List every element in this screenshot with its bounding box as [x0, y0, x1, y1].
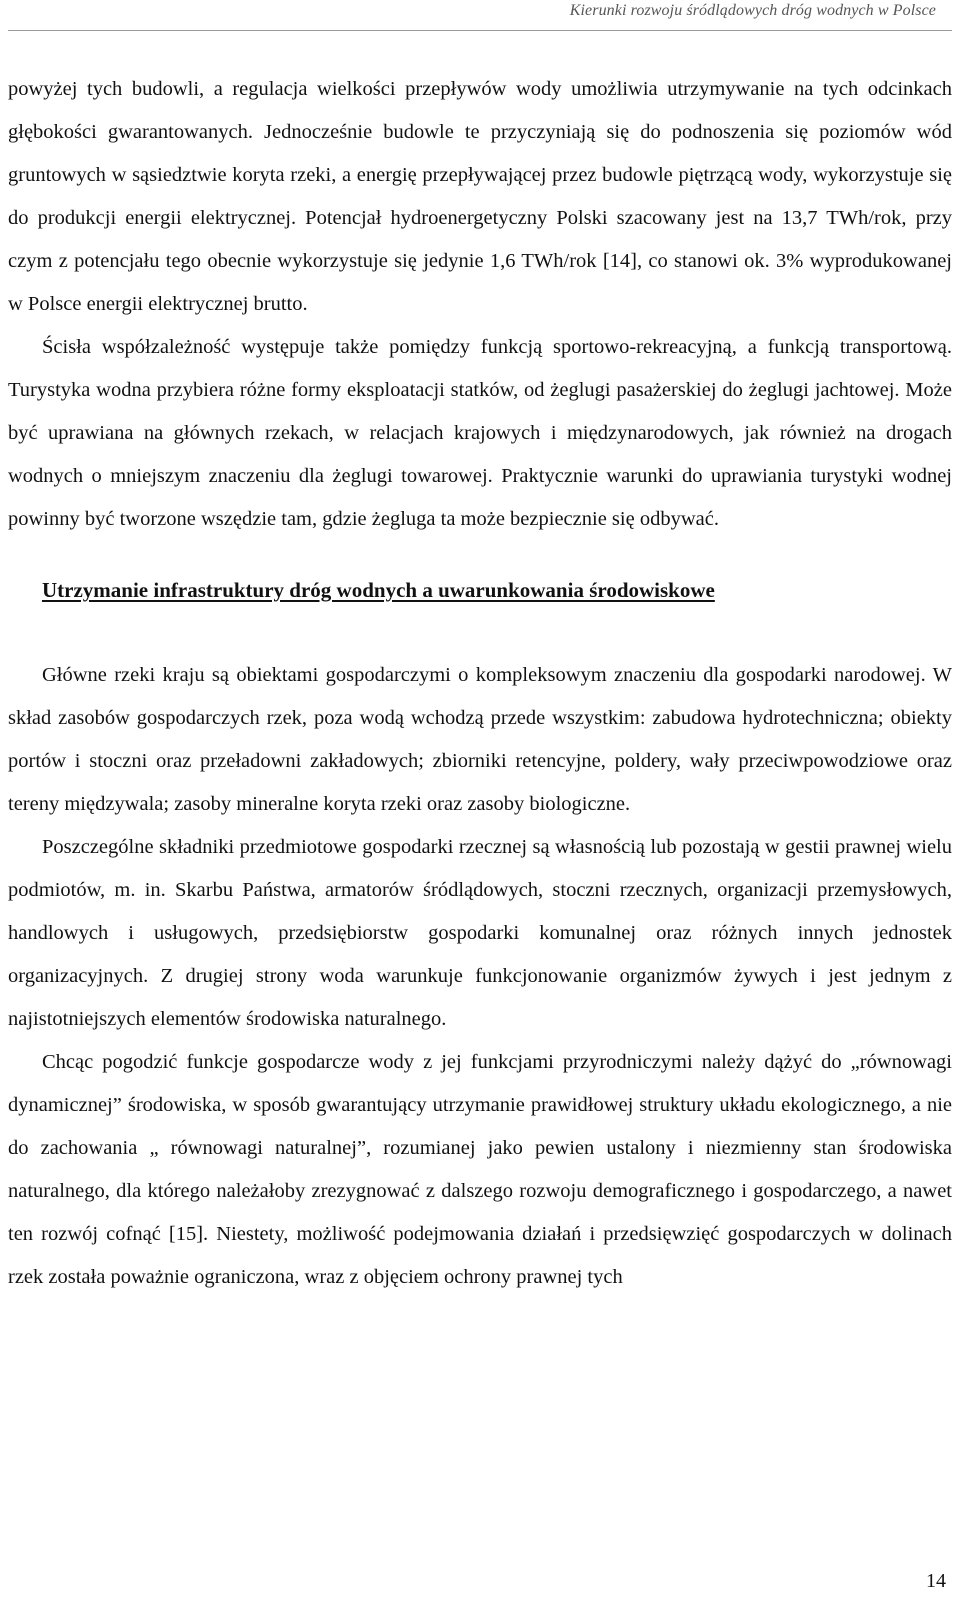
- paragraph-components: Poszczególne składniki przedmiotowe gospodarki rzecznej są własnością lub pozostają w gestii prawnej wielu podmiotów, m. in. Skarbu Państwa, armatorów śródlądowych, stoczni rzecznych, organizacji przemysłowych, handlowych i usługowych, przedsiębiorstw gospodarki komunalnej oraz różnych innych jednostek organizacyjnych. Z drugiej strony woda warunkuje funkcjonowanie organizmów żywych i jest jednym z najistotniejszych elementów środowiska naturalnego.: [8, 836, 952, 1030]
- page-number: 14: [926, 1570, 946, 1592]
- header-divider: [8, 30, 952, 31]
- paragraph-continuation: powyżej tych budowli, a regulacja wielkości przepływów wody umożliwia utrzymywanie na tych odcinkach głębokości gwarantowanych. Jednocześnie budowle te przyczyniają się do podnoszenia się poziomów wód gruntowych w sąsiedztwie koryta rzeki, a energię przepływającej przez budowle piętrzącą wody, wykorzystuje się do produkcji energii elektrycznej. Potencjał hydroenergetyczny Polski szacowany jest na 13,7 TWh/rok, przy czym z potencjału tego obecnie wykorzystuje się jedynie 1,6 TWh/rok [14], co stanowi ok. 3% wyprodukowanej w Polsce energii elektrycznej brutto.: [8, 78, 952, 315]
- paragraph-balance: Chcąc pogodzić funkcje gospodarcze wody z jej funkcjami przyrodniczymi należy dążyć do „równowagi dynamicznej” środowiska, w sposób gwarantujący utrzymanie prawidłowej struktury układu ekologicznego, a nie do zachowania „ równowagi naturalnej”, rozumianej jako pewien ustalony i niezmienny stan środowiska naturalnego, dla którego należałoby zrezygnować z dalszego rozwoju demograficznego i gospodarczego, a nawet ten rozwój cofnąć [15]. Niestety, możliwość podejmowania działań i przedsięwzięć gospodarczych w dolinach rzek została poważnie ograniczona, wraz z objęciem ochrony prawnej tych: [8, 1051, 952, 1288]
- section-heading: Utrzymanie infrastruktury dróg wodnych a uwarunkowania środowiskowe: [42, 578, 715, 602]
- paragraph-main-rivers: Główne rzeki kraju są obiektami gospodarczymi o kompleksowym znaczeniu dla gospodarki narodowej. W skład zasobów gospodarczych rzek, poza wodą wchodzą przede wszystkim: zabudowa hydrotechniczna; obiekty portów i stoczni oraz przeładowni zakładowych; zbiorniki retencyjne, poldery, wały przeciwpowodziowe oraz tereny międzywala; zasoby mineralne koryta rzeki oraz zasoby biologiczne.: [8, 664, 952, 815]
- running-header: Kierunki rozwoju śródlądowych dróg wodnych w Polsce: [569, 2, 936, 19]
- paragraph-recreation: Ścisła współzależność występuje także pomiędzy funkcją sportowo-rekreacyjną, a funkcją transportową. Turystyka wodna przybiera różne formy eksploatacji statków, od żeglugi pasażerskiej do żeglugi jachtowej. Może być uprawiana na głównych rzekach, w relacjach krajowych i międzynarodowych, jak również na drogach wodnych o mniejszym znaczeniu dla żeglugi towarowej. Praktycznie warunki do uprawiania turystyki wodnej powinny być tworzone wszędzie tam, gdzie żegluga ta może bezpiecznie się odbywać.: [8, 336, 952, 530]
- document-body: [8, 68, 952, 1299]
- heading-spacer: [8, 612, 952, 654]
